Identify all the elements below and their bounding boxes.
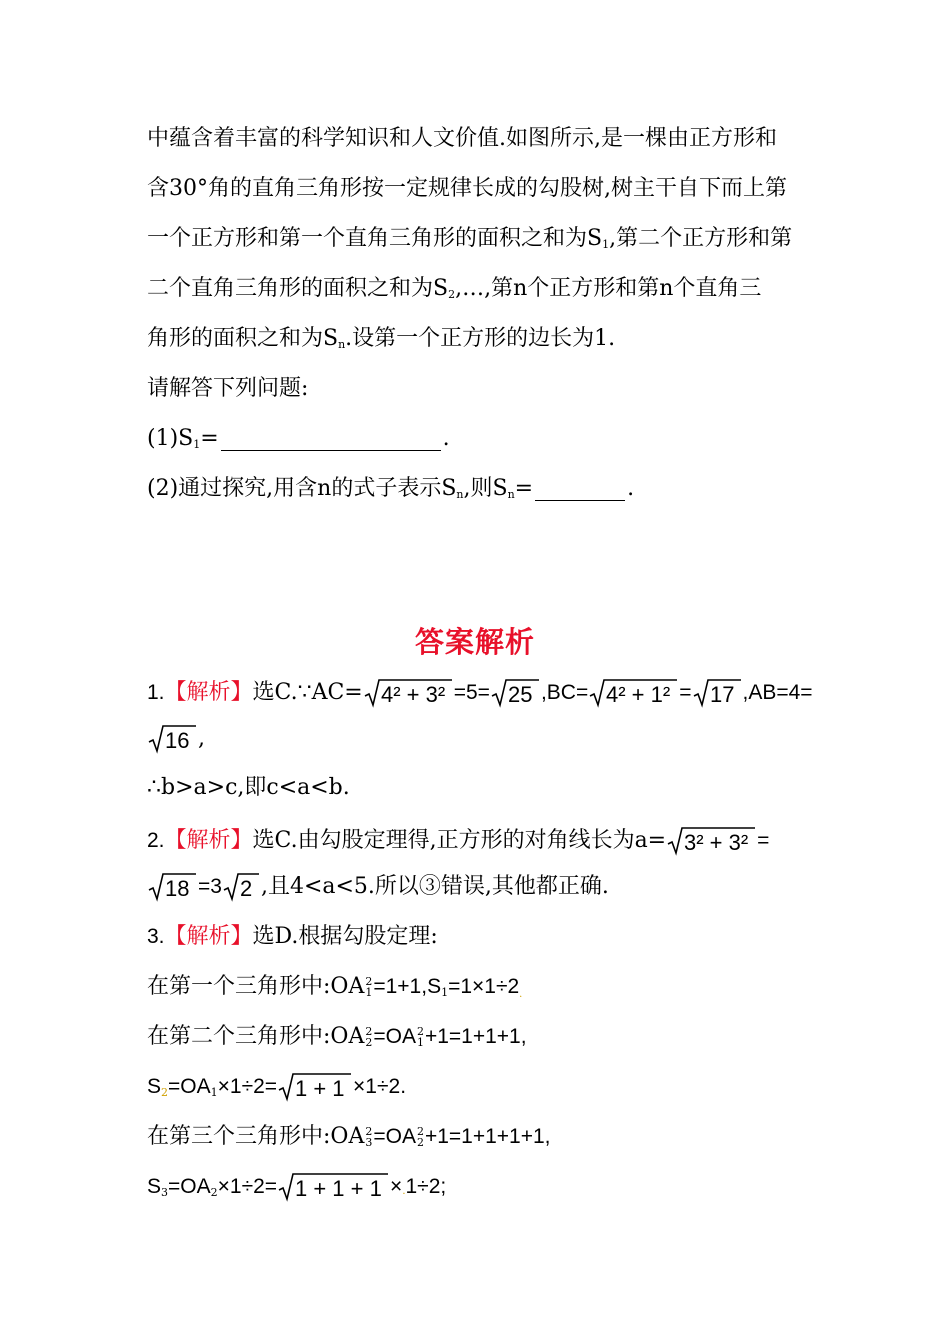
sqrt-expression <box>490 680 541 705</box>
answer-3-line-1: 3.【解析】选D.根据勾股定理: <box>147 924 438 949</box>
problem-line-6: 请解答下列问题: <box>147 376 309 401</box>
sqrt-expression <box>277 1174 390 1199</box>
answer-3-line-6: $S_3=OA_2\times 1\div 2=$ 1 + 1 + 1 ×·1÷2; <box>147 1175 447 1201</box>
problem-line-1: 中蕴含着丰富的科学知识和人文价值.如图所示,是一棵由正方形和 <box>147 126 777 151</box>
answer-3-line-2: 在第一个三角形中:OA 2 1 $=1+1,S_1=1\times 1\div 2$. <box>147 974 523 1000</box>
radicand: 18 <box>165 876 190 901</box>
problem-line-3: 一个正方形和第一个直角三角形的面积之和为$S_1$,第二个正方形和第 <box>147 226 793 251</box>
answer-blank-2[interactable] <box>535 478 625 501</box>
answer-3-line-5: 在第三个三角形中:OA 2 3 =OA 2 2 +1=1+1+1+1, <box>147 1124 551 1149</box>
radicand: 2 <box>239 876 253 901</box>
problem-line-4: 二个直角三角形的面积之和为$S_2,\dots$,第n个正方形和第n个直角三 <box>147 276 762 301</box>
analysis-tag: 【解析】 <box>164 828 253 853</box>
radicand: 17 <box>709 682 734 707</box>
question-1: $(1)S_1=$ . <box>147 426 450 451</box>
radicand: 25 <box>507 682 533 707</box>
answer-section-title: 答案解析 <box>414 625 535 659</box>
sqrt-expression <box>222 874 261 899</box>
radicand: 3² + 3² <box>684 830 749 855</box>
answer-1-line-1: 1.【解析】选C.∵AC= 4² + 3² =5= 25 ,BC= 4² + 1² = 17 ,AB=4= <box>147 680 813 707</box>
answer-2-line-2: 18 =3 2 ,且4<a<5.所以③错误,其他都正确. <box>147 872 609 902</box>
sqrt-expression <box>147 726 198 751</box>
answer-1-line-3: ∴b>a>c,即c<a<b. <box>147 775 350 800</box>
sqrt-expression <box>277 1074 353 1099</box>
answer-3-line-3: 在第二个三角形中:OA 2 2 =OA 2 1 +1=1+1+1, <box>147 1024 527 1049</box>
problem-line-2: 含30°角的直角三角形按一定规律长成的勾股树,树主干自下而上第 <box>147 176 787 201</box>
sqrt-expression <box>666 828 757 853</box>
sqrt-expression <box>692 680 743 705</box>
sqrt-expression <box>147 874 198 899</box>
radicand: 4² + 1² <box>606 682 671 707</box>
answer-3-line-4: $S_2=OA_1\times 1\div 2=$ 1 + 1 ×1÷2. <box>147 1075 407 1101</box>
radicand: 16 <box>165 728 190 753</box>
answer-2-line-1: 2.【解析】选C.由勾股定理得,正方形的对角线长为a= 3² + 3² = <box>147 828 770 855</box>
sqrt-expression <box>588 680 679 705</box>
radicand: 1 + 1 <box>295 1076 345 1101</box>
mark-dot: · <box>402 1189 406 1200</box>
radicand: 1 + 1 + 1 <box>295 1176 382 1201</box>
sqrt-expression <box>363 680 454 705</box>
answer-1-line-2: 16 , <box>147 724 205 754</box>
problem-line-5: 角形的面积之和为$S_n$.设第一个正方形的边长为1. <box>147 326 616 351</box>
answer-blank-1[interactable] <box>221 428 441 451</box>
radicand: 4² + 3² <box>380 682 445 707</box>
mark-dot: . <box>519 989 523 1000</box>
analysis-tag: 【解析】 <box>164 680 253 705</box>
question-2: (2)通过探究,用含n的式子表示$S_n$,则$S_n=$ . <box>147 476 635 501</box>
analysis-tag: 【解析】 <box>164 924 253 949</box>
